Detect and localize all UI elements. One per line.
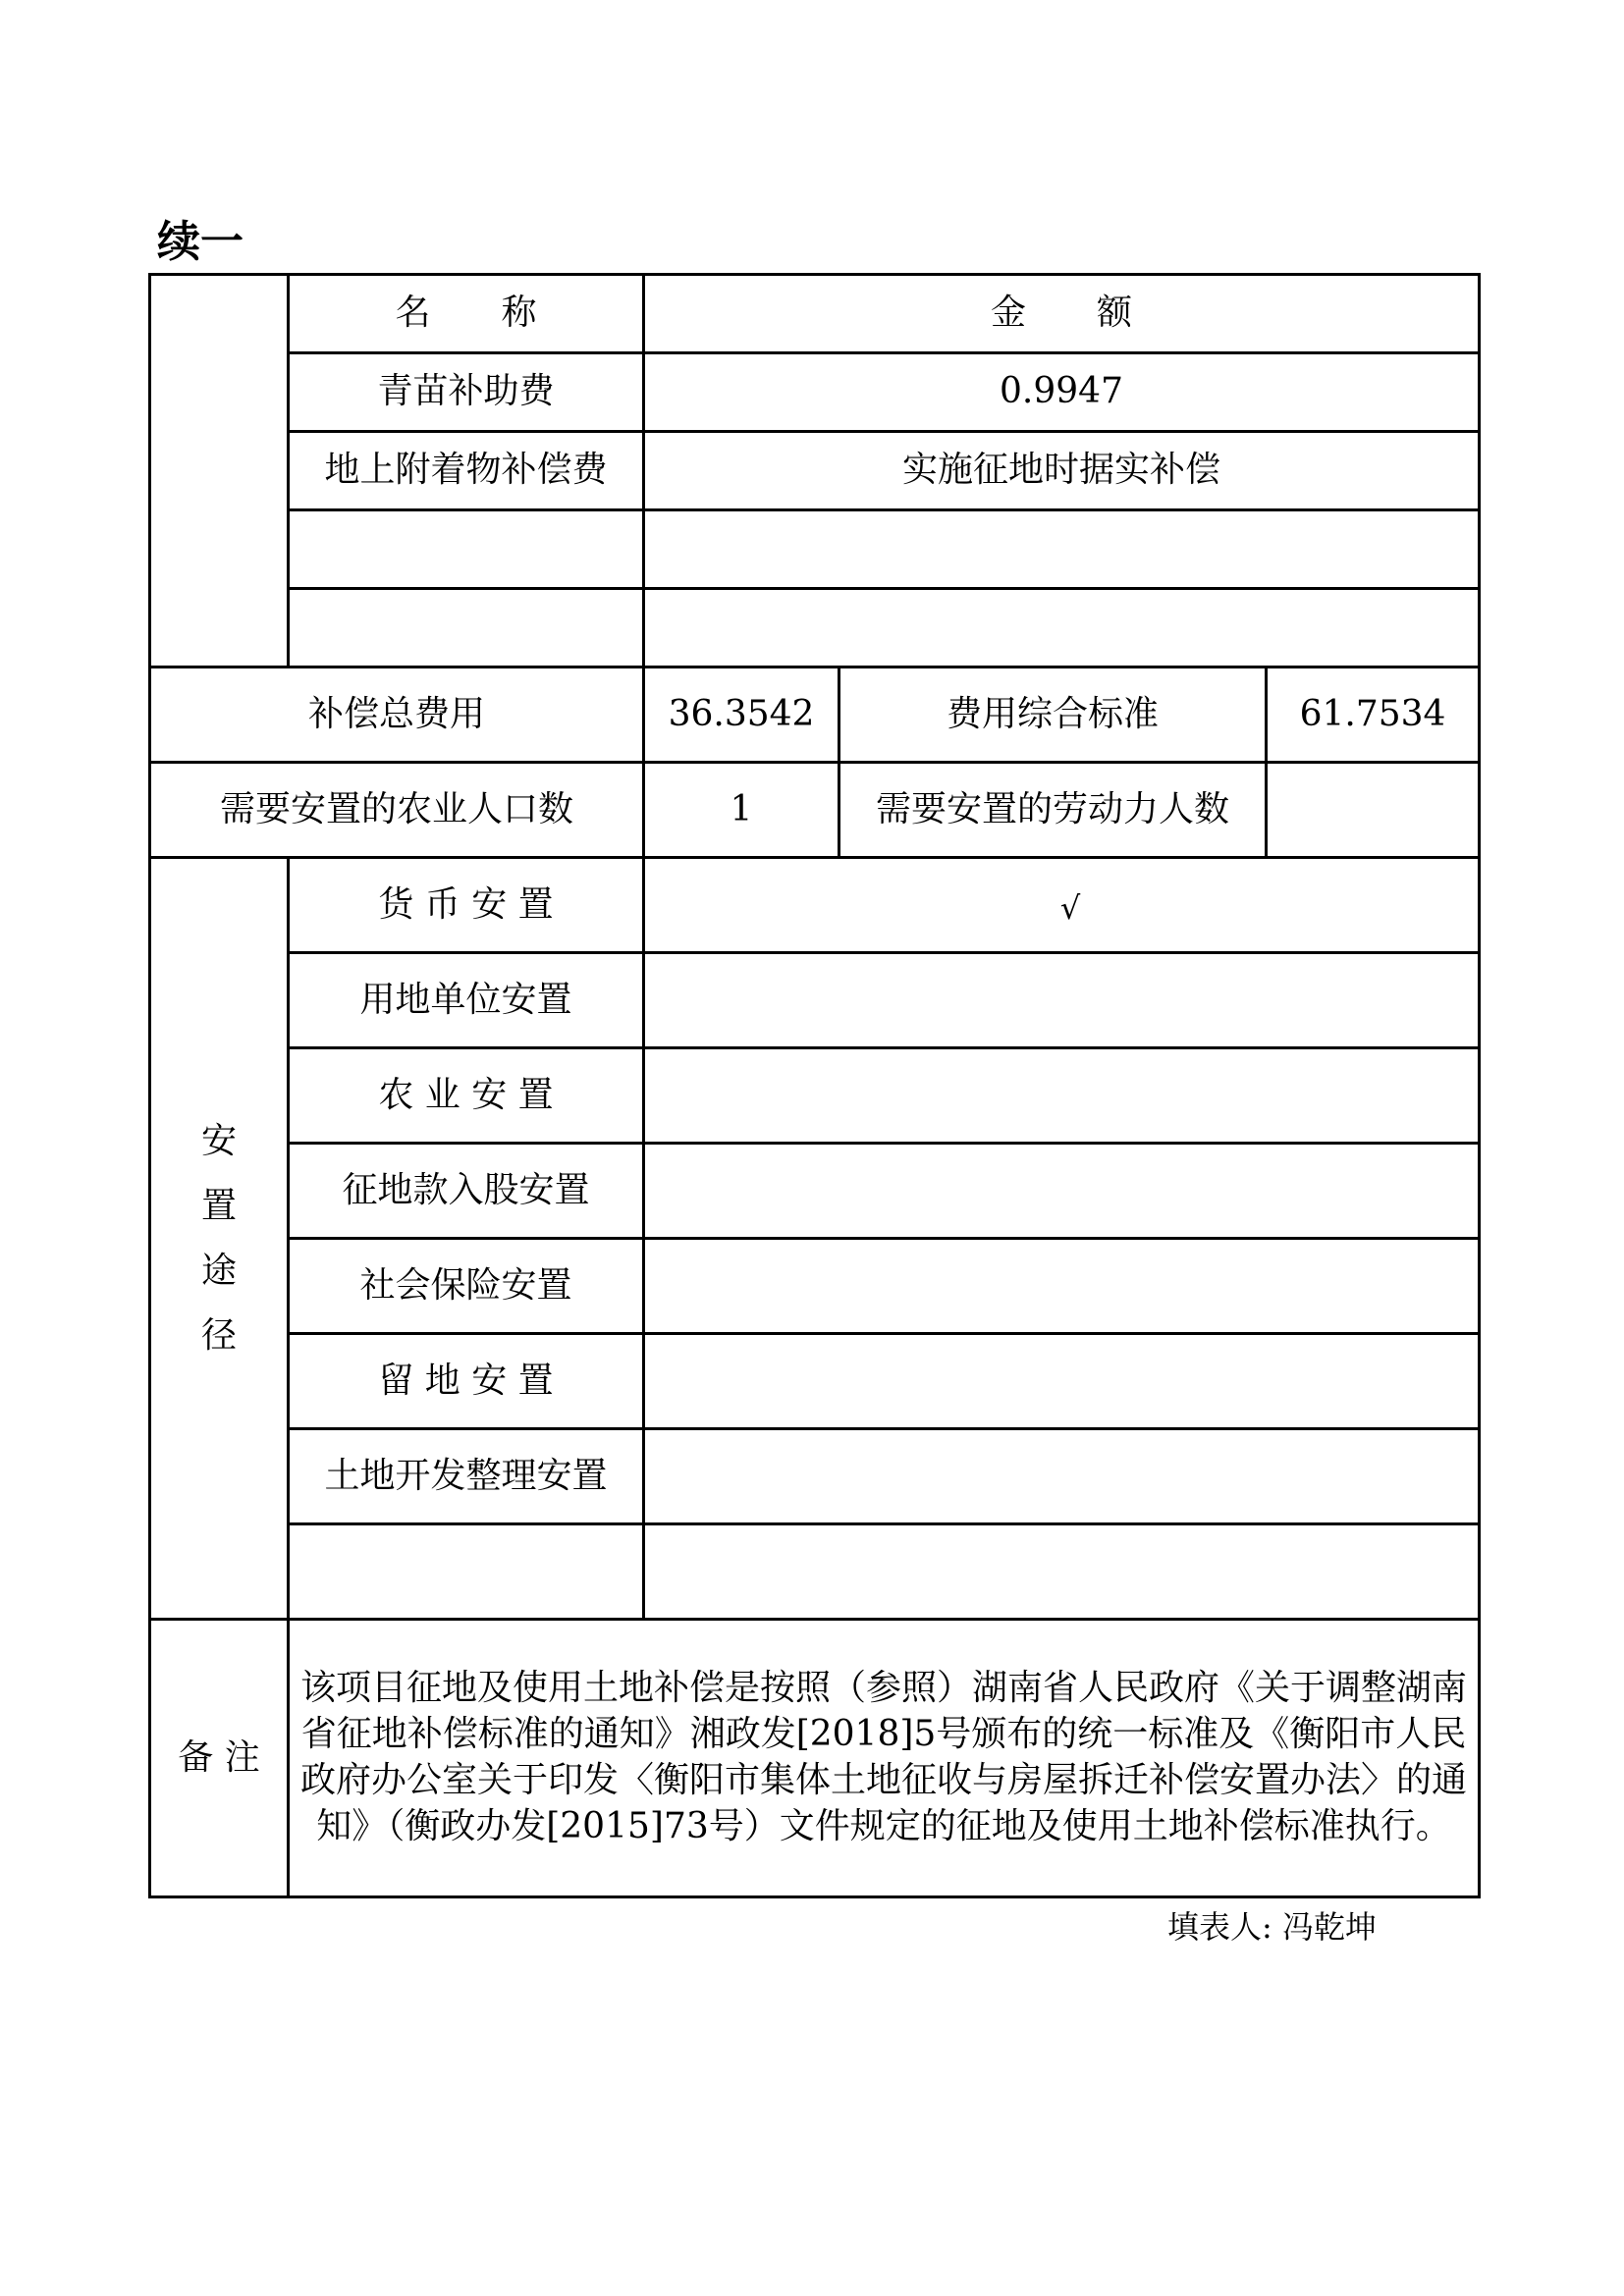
remarks-text: 该项目征地及使用土地补偿是按照（参照）湖南省人民政府《关于调整湖南省征地补偿标准的通知》湘政发[2018]5号颁布的统一标准及《衡阳市人民政府办公室关于印发〈衡阳市集体土地征收与房屋拆迁补偿安置办法〉的通知》（衡政办发[2015]73号）文件规定的征地及使用土地补偿标准执行。 [289,1620,1480,1897]
cost-standard-label: 费用综合标准 [839,667,1267,763]
resettlement-item-name: 土地开发整理安置 [289,1429,644,1524]
fee-name [289,589,644,667]
total-cost-label: 补偿总费用 [150,667,644,763]
resettlement-item-name: 货 币 安 置 [289,858,644,953]
agri-population-value: 1 [644,763,839,858]
resettlement-item-name: 农 业 安 置 [289,1048,644,1144]
total-cost-value: 36.3542 [644,667,839,763]
check-mark: √ [1059,889,1081,928]
labor-count-label: 需要安置的劳动力人数 [839,763,1267,858]
fee-amount [644,589,1480,667]
page-title: 续一 [157,217,244,267]
resettlement-item-value [644,1239,1480,1334]
resettlement-item-value [644,858,1480,953]
header-amount: 金 额 [644,275,1480,353]
resettlement-section-label: 安 置 途 径 [150,858,289,1620]
resettlement-item-name: 征地款入股安置 [289,1144,644,1239]
resettlement-item-name [289,1524,644,1620]
table-row [150,1429,1480,1524]
fee-amount: 0.9947 [644,353,1480,432]
resettlement-item-name: 留 地 安 置 [289,1334,644,1429]
cost-standard-value: 61.7534 [1267,667,1480,763]
resettlement-item-value [644,1334,1480,1429]
resettlement-item-value [644,1048,1480,1144]
compensation-table [148,273,1481,1898]
form-filler: 填表人: 冯乾坤 [1167,1908,1377,1946]
agri-population-label: 需要安置的农业人口数 [150,763,644,858]
header-name: 名 称 [289,275,644,353]
table-row [150,1239,1480,1334]
fee-amount: 实施征地时据实补偿 [644,432,1480,510]
fee-name: 地上附着物补偿费 [289,432,644,510]
resettlement-item-name: 社会保险安置 [289,1239,644,1334]
resettlement-item-value [644,1429,1480,1524]
fee-amount [644,510,1480,589]
resettlement-item-value [644,1144,1480,1239]
table-row [150,589,1480,667]
fees-section-cell [150,275,289,667]
table-row [150,1524,1480,1620]
table-row [150,510,1480,589]
labor-count-value [1267,763,1480,858]
table-row [150,953,1480,1048]
resettlement-item-name: 用地单位安置 [289,953,644,1048]
remarks-label: 备 注 [150,1620,289,1897]
fee-name [289,510,644,589]
table-row [150,1048,1480,1144]
table-row [150,1144,1480,1239]
table-row [150,1334,1480,1429]
table-row [150,353,1480,432]
fee-name: 青苗补助费 [289,353,644,432]
table-row [150,432,1480,510]
resettlement-item-value [644,1524,1480,1620]
resettlement-item-value [644,953,1480,1048]
